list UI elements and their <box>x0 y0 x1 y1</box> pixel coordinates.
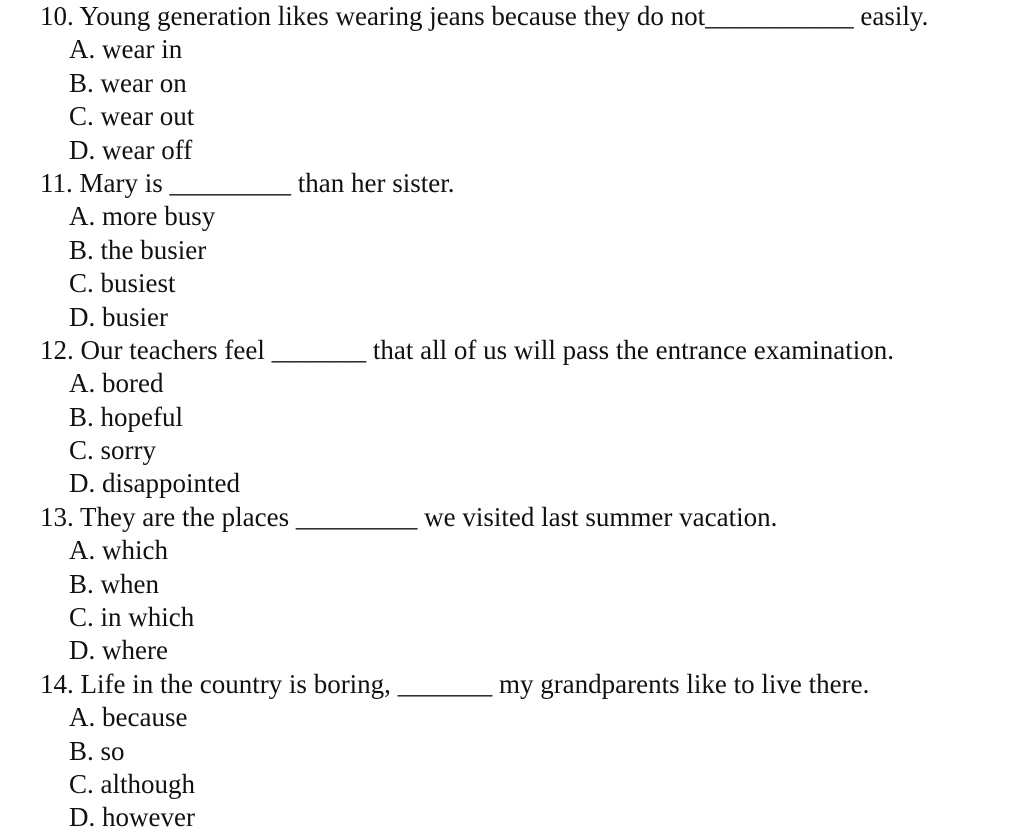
question-stem-text: we visited last summer vacation. <box>417 501 778 532</box>
answer-blank: _______ <box>271 334 367 365</box>
question-stem-text: 14. Life in the country is boring, <box>40 668 398 699</box>
option-d: D. however <box>69 802 195 833</box>
option-b: B. so <box>69 735 125 766</box>
option-d: D. disappointed <box>69 468 240 499</box>
option-a: A. which <box>69 535 168 566</box>
option-d: D. where <box>69 635 168 666</box>
option-b: B. wear on <box>69 67 187 98</box>
question-11-stem <box>0 167 1024 200</box>
option-d: D. busier <box>69 301 168 332</box>
option-a: A. because <box>69 702 188 733</box>
option-d: D. wear off <box>69 134 193 165</box>
question-stem-text: 13. They are the places <box>40 501 296 532</box>
option-c: C. although <box>69 768 195 799</box>
question-10-stem <box>0 0 1024 33</box>
question-stem-text: that all of us will pass the entrance examination. <box>366 334 894 365</box>
answer-blank: ___________ <box>705 1 854 31</box>
option-b: B. the busier <box>69 234 207 265</box>
question-12-stem <box>0 334 1024 367</box>
option-c: C. wear out <box>69 101 195 132</box>
option-c: C. in which <box>69 602 195 633</box>
question-14-stem <box>0 668 1024 701</box>
option-a: A. more busy <box>69 201 216 232</box>
question-stem-text: easily. <box>853 1 929 31</box>
question-stem-text: than her sister. <box>291 167 455 198</box>
answer-blank: _________ <box>169 167 291 198</box>
question-stem-text: 10. Young generation likes wearing jeans because they do not <box>40 1 706 31</box>
option-b: B. when <box>69 568 159 599</box>
question-stem-text: my grandparents like to live there. <box>492 668 870 699</box>
option-c: C. busiest <box>69 268 176 299</box>
answer-blank: _________ <box>295 501 418 532</box>
option-b: B. hopeful <box>69 401 183 432</box>
option-c: C. sorry <box>69 435 156 466</box>
question-13-stem <box>0 501 1024 534</box>
answer-blank: _______ <box>397 668 493 699</box>
option-a: A. wear in <box>69 34 183 65</box>
option-a: A. bored <box>69 368 164 399</box>
question-stem-text: 12. Our teachers feel <box>40 334 272 365</box>
question-stem-text: 11. Mary is <box>40 167 170 198</box>
